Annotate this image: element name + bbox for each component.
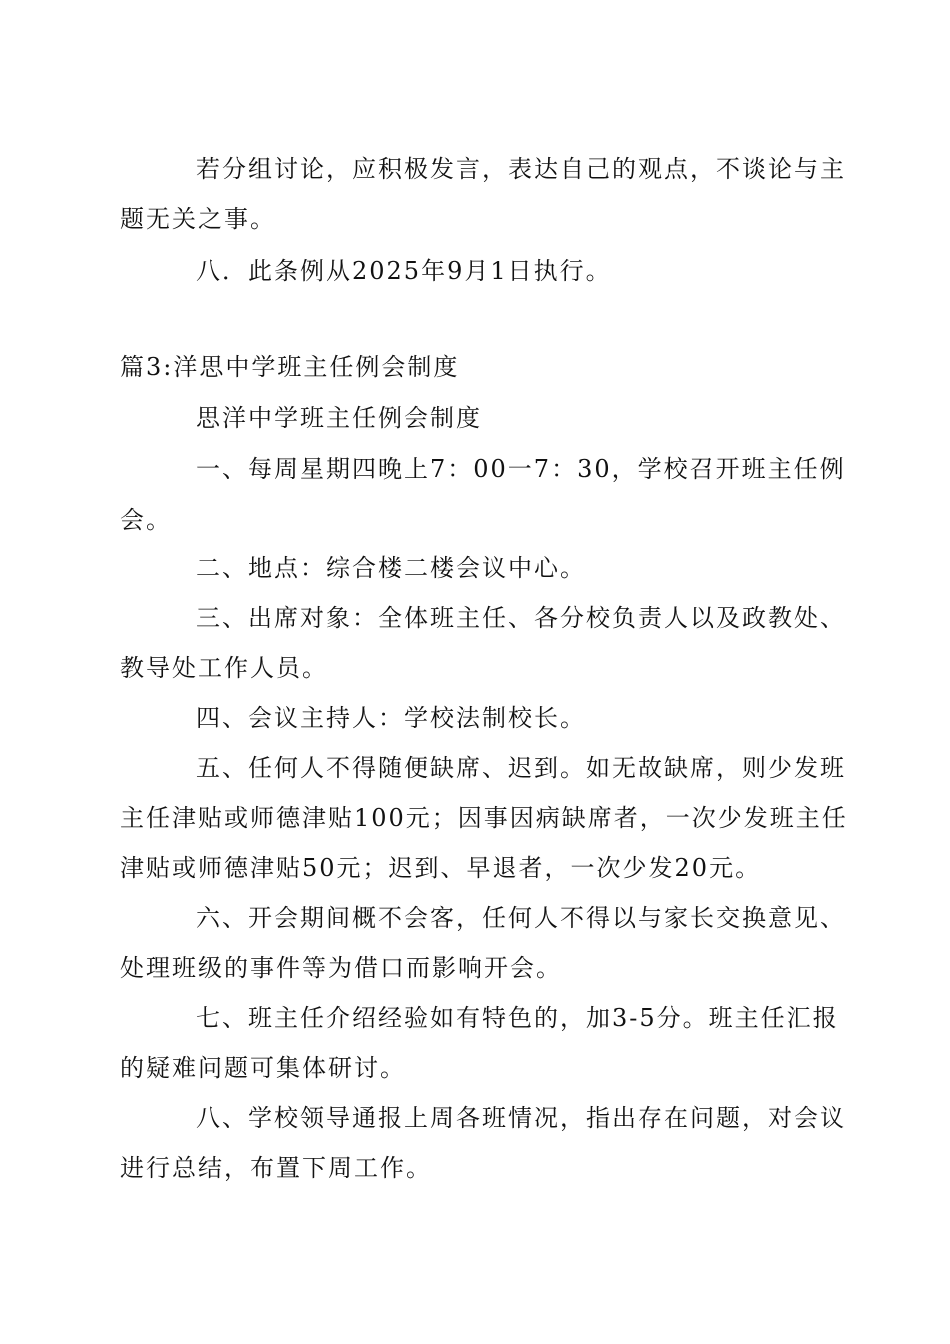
paragraph-line: 二、地点：综合楼二楼会议中心。 xyxy=(196,554,586,582)
paragraph-line: 若分组讨论，应积极发言，表达自己的观点，不谈论与主 xyxy=(196,155,846,183)
paragraph-line: 教导处工作人员。 xyxy=(120,654,328,682)
paragraph-line: 三、出席对象：全体班主任、各分校负责人以及政教处、 xyxy=(196,604,846,632)
paragraph-line: 会。 xyxy=(120,506,172,534)
paragraph-line: 主任津贴或师德津贴100元；因事因病缺席者，一次少发班主任 xyxy=(120,804,848,832)
paragraph-line: 七、班主任介绍经验如有特色的，加3-5分。班主任汇报 xyxy=(196,1004,839,1032)
paragraph-line: 八、学校领导通报上周各班情况，指出存在问题，对会议 xyxy=(196,1104,846,1132)
paragraph-line: 题无关之事。 xyxy=(120,205,276,233)
section-heading: 篇3:洋思中学班主任例会制度 xyxy=(120,353,460,381)
paragraph-line: 六、开会期间概不会客，任何人不得以与家长交换意见、 xyxy=(196,904,846,932)
document-title: 思洋中学班主任例会制度 xyxy=(196,404,482,432)
paragraph-line: 八．此条例从2025年9月1日执行。 xyxy=(196,257,612,285)
paragraph-line: 四、会议主持人：学校法制校长。 xyxy=(196,704,586,732)
paragraph-line: 五、任何人不得随便缺席、迟到。如无故缺席，则少发班 xyxy=(196,754,846,782)
paragraph-line: 处理班级的事件等为借口而影响开会。 xyxy=(120,954,562,982)
paragraph-line: 津贴或师德津贴50元；迟到、早退者，一次少发20元。 xyxy=(120,854,762,882)
paragraph-line: 一、每周星期四晚上7：00一7：30，学校召开班主任例 xyxy=(196,455,846,483)
paragraph-line: 的疑难问题可集体研讨。 xyxy=(120,1054,406,1082)
paragraph-line: 进行总结，布置下周工作。 xyxy=(120,1154,432,1182)
